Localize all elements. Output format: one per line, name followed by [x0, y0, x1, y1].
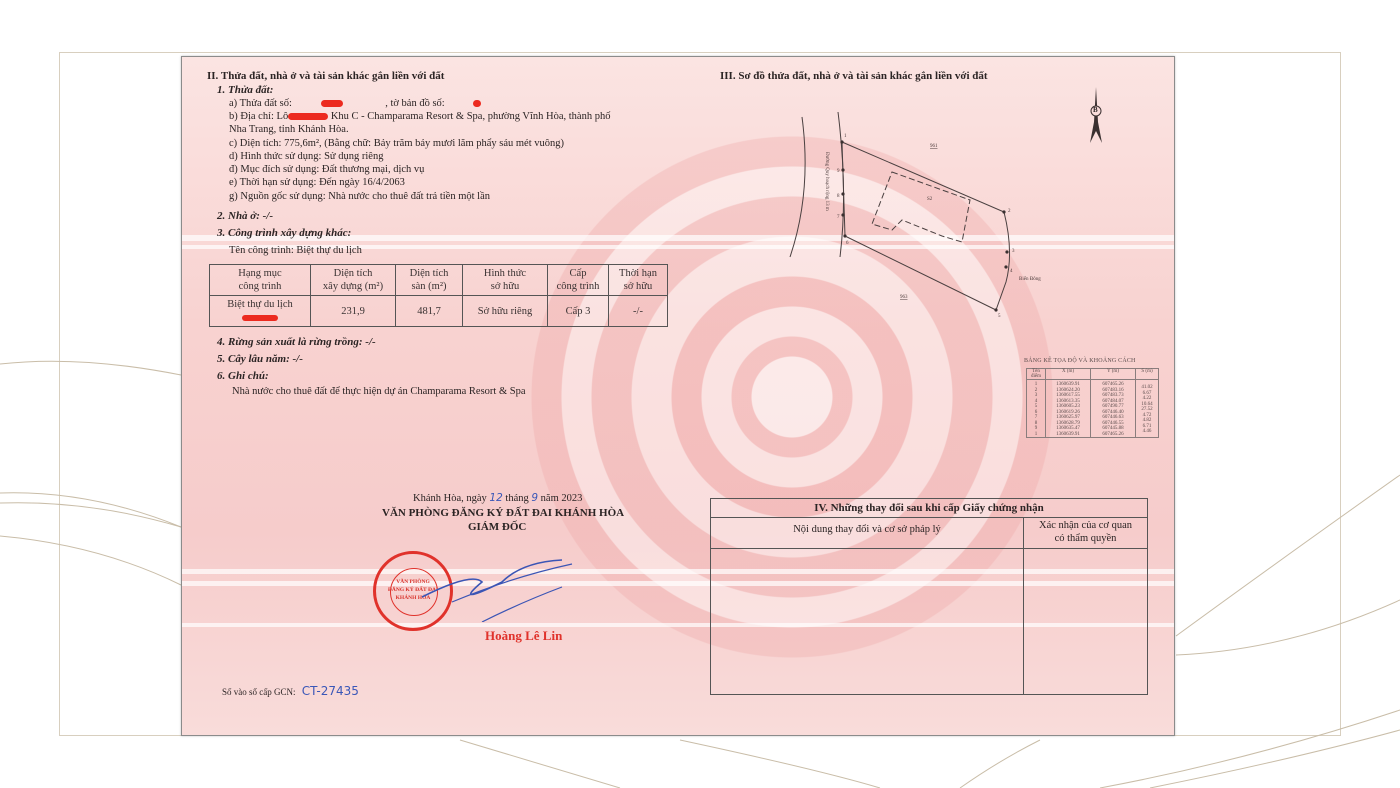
registry-line [222, 685, 359, 698]
address-line [229, 111, 610, 123]
issue-date: Khánh Hòa, ngày 12 tháng 9 năm 2023 [413, 492, 583, 504]
changes-col-content: Nội dung thay đổi và cơ sở pháp lý [793, 524, 941, 535]
cell-ownership: Sở hữu riêng [463, 296, 548, 327]
table-row [210, 296, 668, 327]
cell-build-area: 231,9 [311, 296, 396, 327]
header-cell: Diện tích xây dựng (m²) [311, 265, 396, 296]
cell-grade: Cấp 3 [548, 296, 609, 327]
signer-position: GIÁM ĐỐC [468, 521, 527, 533]
svg-text:963: 963 [900, 295, 908, 300]
cell-term: -/- [609, 296, 668, 327]
header-cell: Thời hạn sở hữu [609, 265, 668, 296]
section-4-title: IV. Những thay đổi sau khi cấp Giấy chứng nhận [711, 499, 1147, 518]
header-cell: Hạng mục công trình [210, 265, 311, 296]
redaction [321, 100, 343, 107]
svg-text:2: 2 [1008, 209, 1011, 214]
redaction [242, 315, 278, 321]
signer-name: Hoàng Lê Lin [485, 628, 563, 643]
address-line-2: Nha Trang, tỉnh Khánh Hòa. [229, 124, 349, 135]
coordinate-table [1026, 368, 1159, 438]
svg-text:9: 9 [837, 169, 840, 174]
usage-form: d) Hình thức sử dụng: Sử dụng riêng [229, 151, 384, 162]
perennial-heading: 5. Cây lâu năm: -/- [217, 353, 303, 365]
table-header-row [210, 265, 668, 296]
svg-text:1: 1 [844, 134, 847, 139]
handwritten-month: 9 [531, 492, 539, 504]
cell-item: Biệt thự du lịch [210, 296, 311, 327]
forest-heading: 4. Rừng sản xuất là rừng trồng: -/- [217, 336, 376, 348]
construction-heading: 3. Công trình xây dựng khác: [217, 227, 352, 239]
svg-text:961: 961 [930, 144, 938, 149]
header-cell: Diện tích sàn (m²) [396, 265, 463, 296]
note-heading: 6. Ghi chú: [217, 370, 269, 382]
house-heading: 2. Nhà ở: -/- [217, 210, 274, 222]
svg-text:S2: S2 [927, 197, 933, 202]
land-area: c) Diện tích: 775,6m², (Bằng chữ: Bảy trăm bảy mươi lăm phẩy sáu mét vuông) [229, 138, 565, 149]
north-arrow-icon: B [1088, 87, 1104, 152]
table-header-row: Tên điểm X (m) Y (m) S (m) [1027, 369, 1159, 380]
land-plot-diagram [782, 112, 1042, 322]
land-use-certificate [181, 56, 1175, 736]
usage-origin: g) Nguồn gốc sử dụng: Nhà nước cho thuê đất trả tiền một lần [229, 191, 491, 202]
handwritten-day: 12 [489, 492, 503, 504]
note-text: Nhà nước cho thuê đất để thực hiện dự án Champarama Resort & Spa [232, 386, 526, 397]
registry-label: Số vào sổ cấp GCN: [222, 687, 296, 697]
land-number-label: a) Thửa đất số: [229, 98, 292, 109]
svg-text:5: 5 [998, 314, 1001, 319]
address-prefix: b) Địa chỉ: Lô [229, 111, 289, 122]
column-divider [1023, 518, 1024, 694]
section-2-title: II. Thửa đất, nhà ở và tài sản khác gắn liền với đất [207, 70, 445, 82]
svg-text:8: 8 [837, 194, 840, 199]
official-stamp: VĂN PHÒNG ĐĂNG KÝ ĐẤT ĐAI KHÁNH HÒA [373, 551, 453, 631]
land-heading: 1. Thửa đất: [217, 84, 274, 96]
svg-text:4: 4 [1010, 269, 1013, 274]
registry-number: CT-27435 [301, 684, 359, 698]
construction-table [209, 264, 668, 327]
changes-table [710, 498, 1148, 695]
signature-scribble [412, 552, 582, 622]
changes-col-confirmation: Xác nhận của cơ quan có thẩm quyền [1038, 520, 1132, 544]
section-3-title: III. Sơ đồ thửa đất, nhà ở và tài sản khác gắn liền với đất [720, 70, 988, 82]
table-row: 1 2 3 4 5 6 7 8 9 1 1360639.91 1360624.20 1360617.55 1360613.35 1360605.23 1360619.26 1360625.97 1360628.79 1360635.47 1360639.91 607465.26 607483.16 607483.73 607484.07 607490.77 607446.40 607446.63 607446.55 607445.88 607465.26 41.02 6.67 4.22 10.64 27.52 4.72 4.82 6.71 4.46 [1027, 380, 1159, 438]
construction-name: Tên công trình: Biệt thự du lịch [229, 245, 362, 256]
address-rest: Khu C - Champarama Resort & Spa, phường Vĩnh Hòa, thành phố [330, 111, 611, 122]
changes-header-row [711, 518, 1147, 549]
coordinate-table-title: BẢNG KÊ TỌA ĐỘ VÀ KHOẢNG CÁCH [1024, 358, 1136, 364]
header-cell: Cấp công trình [548, 265, 609, 296]
svg-text:Đường Quy hoạch rộng 13 m: Đường Quy hoạch rộng 13 m [824, 152, 829, 211]
issuing-office: VĂN PHÒNG ĐĂNG KÝ ĐẤT ĐAI KHÁNH HÒA [382, 507, 625, 519]
map-sheet-label: , tờ bản đồ số: [385, 98, 445, 109]
svg-text:7: 7 [837, 215, 840, 220]
usage-term: e) Thời hạn sử dụng: Đến ngày 16/4/2063 [229, 177, 405, 188]
usage-purpose: đ) Mục đích sử dụng: Đất thương mại, dịch vụ [229, 164, 425, 175]
cell-floor-area: 481,7 [396, 296, 463, 327]
svg-text:3: 3 [1012, 249, 1015, 254]
redaction [288, 113, 328, 120]
redaction [473, 100, 481, 107]
land-number-line [229, 98, 481, 110]
svg-text:6: 6 [846, 241, 849, 246]
svg-text:Biển Đông: Biển Đông [1019, 277, 1041, 282]
header-cell: Hình thức sở hữu [463, 265, 548, 296]
